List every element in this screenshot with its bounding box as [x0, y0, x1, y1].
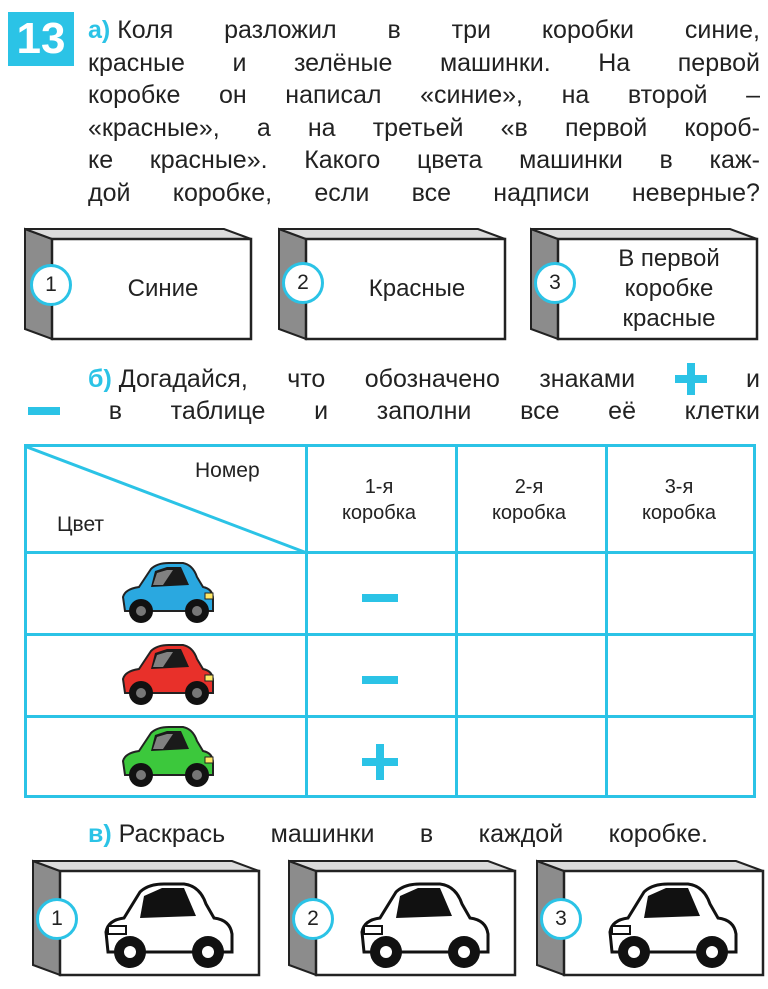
word: он [218, 81, 247, 109]
green-car-icon [117, 723, 217, 793]
word: что [287, 365, 326, 393]
red-car-icon [117, 641, 217, 711]
word: в [419, 820, 434, 848]
word: короб- [684, 113, 760, 142]
table-divider [27, 715, 753, 718]
task-a-text [88, 14, 760, 209]
word: машинки. [439, 48, 551, 77]
word: на [307, 113, 336, 142]
task-c-line-1 [88, 818, 708, 850]
word: все [411, 178, 452, 207]
word: Догадайся, [118, 365, 248, 393]
word: коробке, [172, 178, 273, 207]
word: надписи [493, 178, 590, 207]
word: если [314, 178, 370, 207]
word: цвета [416, 146, 483, 174]
word: машинки [270, 820, 375, 848]
plus-icon [675, 363, 707, 395]
word: «синие», [420, 81, 523, 109]
task-b-line-2 [28, 395, 760, 427]
word: заполни [376, 397, 472, 425]
word: и [314, 397, 329, 425]
word: «красные», [88, 113, 220, 142]
word: все [520, 397, 560, 425]
minus-mark-icon [360, 578, 400, 618]
task-b-line-1 [88, 363, 760, 395]
task-a-line-1 [88, 14, 760, 47]
word: второй [627, 81, 708, 109]
box-number-circle: 3 [534, 262, 576, 304]
car-row-2 [117, 641, 217, 711]
task-a-line-2 [88, 47, 760, 80]
column-header-2: 2-я коробка [491, 476, 567, 524]
word: первой [564, 113, 648, 142]
labeled-box-2 [276, 226, 508, 342]
table-divider [605, 447, 608, 795]
word: коробке. [608, 820, 708, 848]
corner-diagonal [27, 447, 308, 554]
column-header-3: 3-я коробка [641, 476, 717, 524]
word: разложил [224, 16, 337, 44]
task-a-line-4 [88, 112, 760, 145]
plus-mark-icon [360, 742, 400, 782]
word: на [561, 81, 590, 109]
car-row-1 [117, 559, 217, 629]
word: – [746, 81, 760, 109]
part-b-letter: б) [88, 365, 112, 393]
word: На [598, 48, 631, 77]
coloring-box-1 [30, 858, 262, 978]
table-divider [455, 447, 458, 795]
word: в [108, 397, 122, 425]
word: её [608, 397, 636, 425]
corner-header-color: Цвет [57, 513, 105, 536]
box-number-circle: 2 [292, 898, 334, 940]
word: первой [677, 48, 760, 77]
part-c-letter: в) [88, 820, 112, 848]
word: Коля [117, 16, 174, 44]
task-a-line-6 [88, 177, 760, 210]
task-a-line-5 [88, 144, 760, 177]
word: в [387, 16, 401, 44]
word: красные». [149, 146, 268, 174]
word: и [232, 48, 247, 77]
corner-header-number: Номер [195, 459, 260, 482]
box-label: В первой коробке красные [618, 245, 720, 332]
box-number-circle: 3 [540, 898, 582, 940]
word: коробки [541, 16, 634, 44]
box-number-circle: 1 [36, 898, 78, 940]
word: в [659, 146, 673, 174]
word: синие, [684, 16, 760, 44]
minus-icon [28, 407, 60, 415]
word: а [256, 113, 271, 142]
word: «в [500, 113, 528, 142]
word: таблице [170, 397, 266, 425]
word: коробке [88, 81, 181, 109]
word: Какого [304, 146, 381, 174]
word: неверные? [631, 178, 760, 207]
word: зелёные [293, 48, 393, 77]
blue-car-icon [117, 559, 217, 629]
task-number-badge: 13 [8, 12, 74, 66]
car-row-3 [117, 723, 217, 793]
box-number-circle: 1 [30, 264, 72, 306]
word: третьей [372, 113, 464, 142]
labeled-box-1 [22, 226, 254, 342]
task-a-line-3 [88, 79, 760, 112]
box-label: Красные [368, 275, 466, 302]
task-b-text [88, 363, 760, 427]
word: ке [88, 146, 114, 174]
box-number-circle: 2 [282, 262, 324, 304]
word: Раскрась [118, 820, 226, 848]
coloring-box-3 [534, 858, 766, 978]
word: каждой [478, 820, 564, 848]
table-divider [27, 633, 753, 636]
word: клетки [684, 397, 760, 425]
word: красные [88, 48, 185, 77]
column-header-1: 1-я коробка [341, 476, 417, 524]
minus-mark-icon [360, 660, 400, 700]
coloring-box-2 [286, 858, 518, 978]
word: написал [285, 81, 382, 109]
color-box-table [24, 444, 756, 798]
task-c-text [88, 818, 708, 850]
box-label: Синие [127, 275, 199, 302]
word: дой [88, 178, 131, 207]
word: знаками [539, 365, 636, 393]
word: машинки [519, 146, 623, 174]
labeled-box-3 [528, 226, 760, 342]
word: три [451, 16, 491, 44]
part-a-letter: а) [88, 16, 111, 44]
word: и [745, 365, 760, 393]
word: каж- [709, 146, 760, 174]
word: обозначено [364, 365, 500, 393]
